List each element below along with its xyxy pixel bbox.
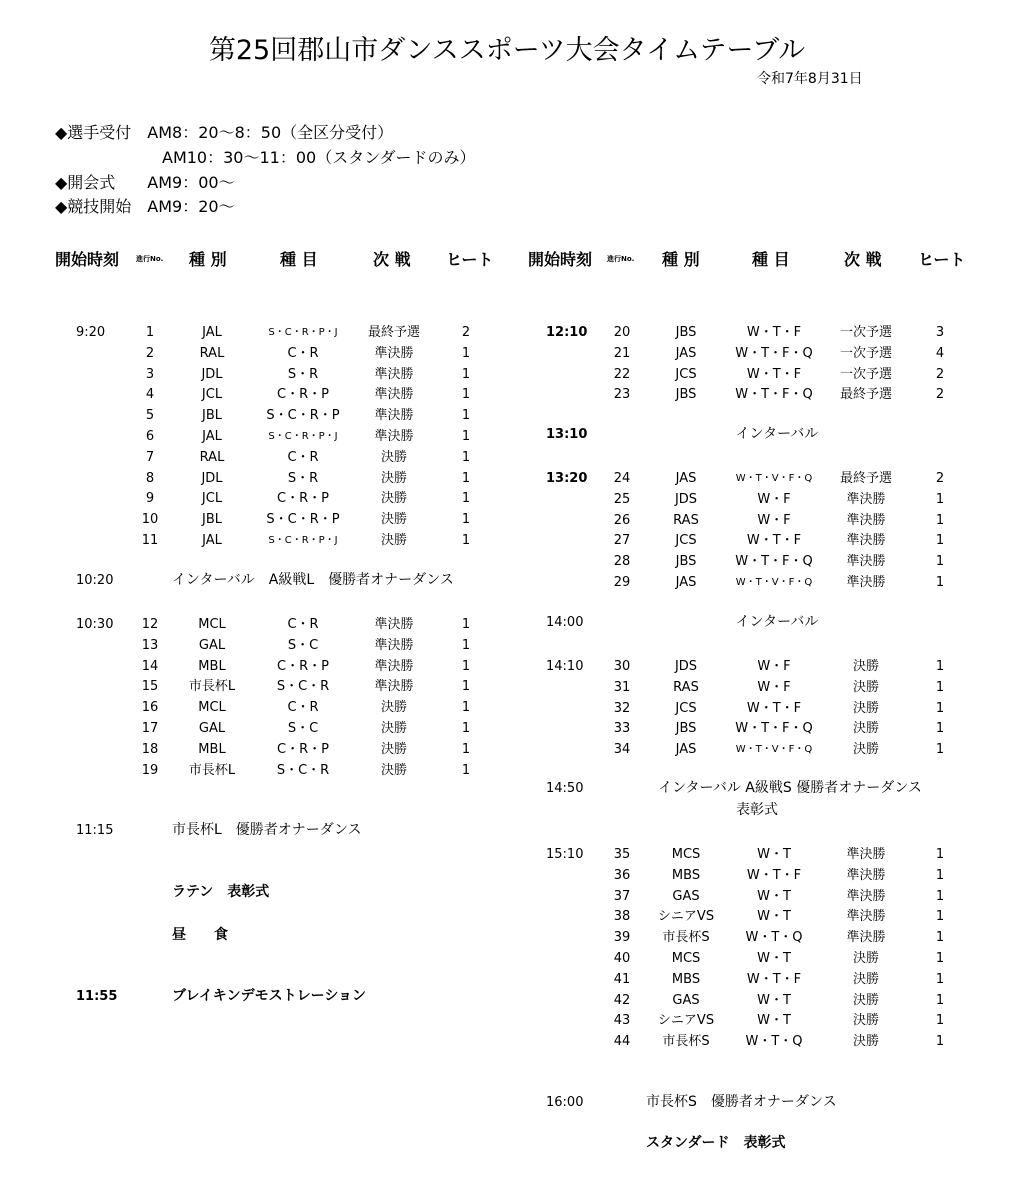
schedule-row [0, 699, 1014, 720]
category-cell: JDS [674, 491, 698, 507]
number-cell: 10 [141, 512, 159, 528]
heat-cell: 1 [935, 1013, 945, 1029]
event-item-cell: W・T [757, 888, 791, 904]
round-cell: 最終予選 [367, 325, 421, 340]
interval-1020-time: 10:20 [76, 573, 114, 588]
round-cell: 最終予選 [839, 387, 893, 403]
schedule-row [0, 740, 1014, 761]
schedule-row [0, 928, 1014, 949]
category-cell: JCS [675, 533, 697, 549]
heat-cell: 1 [935, 533, 945, 549]
event-item-cell: C・R [287, 700, 319, 716]
category-cell: JDL [201, 366, 223, 382]
heat-cell: 1 [935, 1034, 945, 1050]
category-cell: JBL [202, 408, 222, 424]
heat-cell: 1 [935, 512, 945, 528]
event-item-cell: S・C・R・P・J [268, 431, 338, 442]
event-item-cell: C・R・P [277, 387, 329, 403]
round-cell: 準決勝 [846, 533, 886, 549]
event-item-cell: S・C・R・P [266, 408, 340, 424]
heat-cell: 4 [935, 345, 945, 361]
heat-cell: 1 [461, 345, 471, 361]
heat-cell: 2 [935, 387, 945, 403]
heat-cell: 2 [935, 366, 945, 382]
schedule-row [0, 988, 1014, 1012]
breaking-text: ブレイキンデモストレーション [172, 988, 367, 1004]
category-cell: MBL [198, 658, 226, 674]
round-cell: 決勝 [380, 449, 408, 465]
category-cell: GAS [672, 888, 700, 904]
schedule-row [0, 845, 1014, 866]
time-cell: 13:20 [546, 471, 588, 486]
event-item-cell: W・T [757, 847, 791, 862]
breaking-time: 11:55 [76, 989, 118, 1004]
round-cell: 準決勝 [846, 512, 886, 528]
honor-1115-text: 市長杯L 優勝者オナーダンス [172, 822, 362, 838]
round-cell: 決勝 [852, 951, 880, 966]
number-cell: 33 [613, 721, 631, 737]
event-item-cell: W・T・V・F・Q [735, 744, 813, 756]
category-cell: 市長杯L [188, 762, 236, 778]
heat-cell: 1 [935, 847, 945, 862]
honor-1600-text: 市長杯S 優勝者オナーダンス [646, 1094, 837, 1110]
category-cell: 市長杯S [662, 1034, 710, 1050]
schedule-row [0, 949, 1014, 970]
category-cell: GAL [198, 637, 226, 653]
heat-cell: 1 [935, 992, 945, 1008]
heat-cell: 1 [461, 512, 471, 528]
number-cell: 26 [613, 512, 631, 528]
event-item-cell: C・R [287, 345, 319, 361]
event-item-cell: W・T [757, 951, 791, 966]
heat-cell: 1 [935, 659, 945, 674]
category-cell: JAS [675, 345, 697, 361]
heat-cell: 1 [461, 470, 471, 486]
heat-cell: 1 [935, 554, 945, 570]
heat-cell: 1 [461, 741, 471, 757]
event-item-cell: C・R・P [277, 741, 329, 757]
time-cell: 9:20 [76, 325, 106, 340]
round-cell: 決勝 [380, 762, 408, 778]
round-cell: 決勝 [380, 470, 408, 486]
category-cell: JBS [675, 554, 697, 570]
category-cell: JCS [675, 366, 697, 382]
round-cell: 決勝 [380, 721, 408, 736]
heat-cell: 1 [935, 867, 945, 883]
number-cell: 7 [145, 449, 155, 465]
schedule-row [0, 884, 1014, 908]
heat-cell: 1 [935, 971, 945, 987]
category-cell: JAL [202, 429, 222, 444]
event-item-cell: W・T [757, 1013, 791, 1029]
number-cell: 22 [613, 366, 631, 382]
event-item-cell: S・C・R [276, 679, 330, 695]
number-cell: 32 [613, 700, 631, 716]
round-cell: 決勝 [852, 1013, 880, 1029]
header-no-left: 進行No. [136, 255, 164, 263]
heat-cell: 1 [461, 617, 471, 632]
number-cell: 11 [141, 533, 159, 548]
schedule-row [0, 427, 1014, 448]
round-cell: 準決勝 [846, 930, 886, 946]
number-cell: 43 [613, 1013, 631, 1029]
header-category-left: 種 別 [189, 250, 227, 269]
event-item-cell: W・T・V・F・Q [735, 473, 813, 484]
schedule-row [0, 531, 1014, 552]
round-cell: 決勝 [852, 742, 880, 758]
header-category-right: 種 別 [662, 250, 700, 269]
header-round-right: 次 戦 [844, 250, 882, 269]
header-item-right: 種 目 [752, 250, 790, 269]
category-cell: JBL [202, 512, 222, 528]
category-cell: MBS [671, 867, 701, 883]
schedule-row [0, 678, 1014, 699]
honor-1115-time: 11:15 [76, 823, 114, 838]
category-cell: シニアⅤS [657, 909, 715, 925]
number-cell: 24 [613, 471, 631, 486]
page-title: 第25回郡山市ダンススポーツ大会タイムテーブル [208, 35, 806, 66]
round-cell: 準決勝 [374, 679, 414, 695]
heat-cell: 1 [461, 637, 471, 653]
interval-1450-time: 14:50 [546, 781, 584, 796]
category-cell: JBS [675, 325, 697, 340]
schedule-row [0, 448, 1014, 469]
heat-cell: 1 [935, 700, 945, 716]
event-item-cell: W・T・V・F・Q [735, 577, 813, 588]
number-cell: 23 [613, 387, 631, 403]
number-cell: 25 [613, 491, 631, 507]
interval-1450-award: 表彰式 [736, 802, 778, 818]
round-cell: 決勝 [852, 700, 880, 716]
schedule-row [0, 970, 1014, 991]
category-cell: JAS [675, 575, 697, 590]
event-item-cell: W・T・F・Q [735, 387, 813, 403]
number-cell: 4 [145, 387, 155, 403]
time-cell: 14:10 [546, 659, 584, 674]
interval-1400-text: インターバル [735, 614, 819, 630]
round-cell: 準決勝 [846, 888, 886, 904]
number-cell: 31 [613, 679, 631, 695]
number-cell: 17 [141, 721, 159, 736]
category-cell: JCL [201, 387, 223, 403]
category-cell: GAS [672, 992, 700, 1008]
schedule-row [0, 511, 1014, 532]
round-cell: 準決勝 [374, 408, 414, 424]
interval-1310-time: 13:10 [546, 427, 588, 442]
heat-cell: 2 [461, 325, 471, 340]
number-cell: 39 [613, 930, 631, 946]
round-cell: 決勝 [852, 659, 880, 674]
info-reception-1: ◆選手受付 AM8：20～8：50（全区分受付） [55, 123, 394, 142]
event-item-cell: W・F [757, 512, 791, 528]
number-cell: 29 [613, 575, 631, 590]
round-cell: 準決勝 [846, 491, 886, 507]
category-cell: MCL [198, 700, 226, 716]
event-item-cell: W・T・F [746, 867, 802, 883]
heat-cell: 1 [935, 888, 945, 904]
latin-award: ラテン 表彰式 [172, 884, 270, 900]
heat-cell: 1 [935, 742, 945, 758]
round-cell: 決勝 [380, 700, 408, 716]
event-item-cell: S・C・R・P・J [268, 327, 338, 338]
number-cell: 13 [141, 637, 159, 653]
number-cell: 18 [141, 741, 159, 757]
number-cell: 40 [613, 951, 631, 966]
event-date: 令和7年8月31日 [757, 71, 863, 87]
schedule-row [0, 365, 1014, 386]
round-cell: 最終予選 [839, 471, 893, 486]
event-item-cell: W・F [757, 679, 791, 695]
interval-1310-text: インターバル [735, 426, 819, 442]
number-cell: 37 [613, 888, 631, 904]
number-cell: 15 [141, 679, 159, 695]
heat-cell: 2 [935, 471, 945, 486]
category-cell: MCS [671, 951, 701, 966]
category-cell: MBL [198, 741, 226, 757]
round-cell: 準決勝 [374, 617, 414, 632]
schedule-row [0, 344, 1014, 365]
info-reception-2: AM10：30～11：00（スタンダードのみ） [162, 148, 476, 167]
schedule-row [0, 385, 1014, 406]
standard-award: スタンダード 表彰式 [646, 1135, 786, 1151]
heat-cell: 1 [461, 387, 471, 403]
schedule-row [0, 719, 1014, 740]
heat-cell: 1 [461, 700, 471, 716]
number-cell: 44 [613, 1034, 631, 1050]
round-cell: 準決勝 [846, 847, 886, 862]
category-cell: JDL [201, 470, 223, 486]
round-cell: 準決勝 [846, 575, 886, 590]
round-cell: 決勝 [852, 679, 880, 695]
schedule-row [0, 636, 1014, 657]
event-item-cell: W・F [757, 491, 791, 507]
event-item-cell: W・T・Q [745, 1034, 803, 1050]
number-cell: 35 [613, 847, 631, 862]
category-cell: JAS [675, 742, 697, 758]
number-cell: 20 [613, 325, 631, 340]
event-item-cell: C・R・P [277, 491, 329, 507]
heat-cell: 1 [461, 762, 471, 778]
number-cell: 6 [145, 429, 155, 444]
number-cell: 41 [613, 971, 631, 987]
schedule-row [0, 406, 1014, 427]
round-cell: 準決勝 [846, 554, 886, 570]
number-cell: 9 [145, 491, 155, 507]
event-item-cell: W・T・F [746, 971, 802, 987]
category-cell: RAL [199, 345, 225, 361]
category-cell: 市長杯S [662, 930, 710, 946]
round-cell: 一次予選 [839, 366, 893, 382]
number-cell: 34 [613, 742, 631, 758]
schedule-row [0, 1011, 1014, 1032]
heat-cell: 1 [935, 930, 945, 946]
round-cell: 決勝 [852, 1034, 880, 1050]
round-cell: 決勝 [852, 721, 880, 737]
heat-cell: 1 [461, 658, 471, 674]
round-cell: 準決勝 [846, 867, 886, 883]
number-cell: 1 [145, 325, 155, 340]
category-cell: JCL [201, 491, 223, 507]
category-cell: RAS [673, 679, 699, 695]
interval-1450-text: インターバル A級戦S 優勝者オナーダンス [658, 780, 922, 796]
heat-cell: 1 [461, 449, 471, 465]
info-opening: ◆開会式 AM9：00～ [55, 173, 235, 192]
round-cell: 一次予選 [839, 345, 893, 361]
event-item-cell: C・R・P [277, 658, 329, 674]
event-item-cell: W・T・F・Q [735, 345, 813, 361]
round-cell: 準決勝 [374, 658, 414, 674]
event-item-cell: W・T [757, 909, 791, 925]
event-item-cell: S・C・R [276, 762, 330, 778]
event-item-cell: C・R [287, 449, 319, 465]
round-cell: 準決勝 [374, 387, 414, 403]
schedule-row [0, 323, 1014, 344]
heat-cell: 1 [461, 533, 471, 548]
header-round-left: 次 戦 [373, 250, 411, 269]
category-cell: JAL [202, 325, 222, 340]
number-cell: 38 [613, 909, 631, 925]
number-cell: 5 [145, 408, 155, 424]
schedule-row [0, 469, 1014, 490]
event-item-cell: S・R [287, 470, 319, 486]
interval-1020-text: インターバル A級戦L 優勝者オナーダンス [172, 572, 454, 588]
number-cell: 42 [613, 992, 631, 1008]
lunch: 昼 食 [172, 927, 228, 943]
heat-cell: 1 [461, 429, 471, 444]
round-cell: 準決勝 [374, 429, 414, 444]
number-cell: 30 [613, 659, 631, 674]
event-item-cell: W・T・Q [745, 930, 803, 946]
time-cell: 15:10 [546, 847, 584, 862]
category-cell: JBS [675, 721, 697, 737]
category-cell: MBS [671, 971, 701, 987]
schedule-row [0, 866, 1014, 887]
category-cell: JAS [675, 471, 697, 486]
event-item-cell: C・R [287, 617, 319, 632]
event-item-cell: S・C・R・P・J [268, 535, 338, 546]
number-cell: 19 [141, 762, 159, 778]
round-cell: 決勝 [852, 992, 880, 1008]
round-cell: 決勝 [380, 491, 408, 507]
event-item-cell: W・T・F [746, 533, 802, 549]
event-item-cell: S・C [287, 721, 319, 736]
number-cell: 16 [141, 700, 159, 716]
schedule-row [0, 552, 1014, 573]
event-item-cell: S・C [287, 637, 319, 653]
category-cell: RAS [673, 512, 699, 528]
heat-cell: 3 [935, 325, 945, 340]
round-cell: 一次予選 [839, 325, 893, 340]
number-cell: 2 [145, 345, 155, 361]
schedule-row [0, 761, 1014, 782]
heat-cell: 1 [935, 951, 945, 966]
round-cell: 準決勝 [374, 637, 414, 653]
round-cell: 決勝 [380, 512, 408, 528]
heat-cell: 1 [935, 909, 945, 925]
event-item-cell: W・T・F [746, 700, 802, 716]
header-start-time-left: 開始時刻 [55, 250, 120, 269]
event-item-cell: W・T・F・Q [735, 554, 813, 570]
event-item-cell: W・T [757, 992, 791, 1008]
schedule-row [0, 907, 1014, 928]
event-item-cell: W・T・F・Q [735, 721, 813, 737]
number-cell: 21 [613, 345, 631, 361]
heat-cell: 1 [461, 721, 471, 736]
number-cell: 28 [613, 554, 631, 570]
category-cell: RAL [199, 449, 225, 465]
header-heat-right: ヒート [918, 250, 966, 269]
schedule-row [0, 490, 1014, 511]
round-cell: 決勝 [380, 533, 408, 548]
number-cell: 8 [145, 470, 155, 486]
schedule-row [0, 657, 1014, 678]
header-start-time-right: 開始時刻 [528, 250, 593, 269]
round-cell: 準決勝 [374, 366, 414, 382]
number-cell: 12 [141, 617, 159, 632]
round-cell: 決勝 [852, 971, 880, 987]
schedule-row [0, 1032, 1014, 1053]
category-cell: JBS [675, 387, 697, 403]
round-cell: 決勝 [380, 741, 408, 757]
category-cell: MCS [671, 847, 701, 862]
schedule-row [0, 615, 1014, 636]
number-cell: 27 [613, 533, 631, 549]
category-cell: JDS [674, 659, 698, 674]
category-cell: GAL [198, 721, 226, 736]
category-cell: 市長杯L [188, 679, 236, 695]
heat-cell: 1 [461, 366, 471, 382]
schedule-row [0, 573, 1014, 594]
heat-cell: 1 [935, 679, 945, 695]
event-item-cell: S・R [287, 366, 319, 382]
heat-cell: 1 [935, 575, 945, 590]
event-item-cell: S・C・R・P [266, 512, 340, 528]
header-no-right: 進行No. [607, 255, 635, 263]
category-cell: JCS [675, 700, 697, 716]
event-item-cell: W・F [757, 659, 791, 674]
time-cell: 12:10 [546, 325, 588, 340]
number-cell: 3 [145, 366, 155, 382]
event-item-cell: W・T・F [746, 325, 802, 340]
category-cell: JAL [202, 533, 222, 548]
header-item-left: 種 目 [280, 250, 318, 269]
round-cell: 準決勝 [846, 909, 886, 925]
category-cell: MCL [198, 617, 226, 632]
heat-cell: 1 [461, 491, 471, 507]
event-item-cell: W・T・F [746, 366, 802, 382]
heat-cell: 1 [935, 721, 945, 737]
heat-cell: 1 [461, 679, 471, 695]
round-cell: 準決勝 [374, 345, 414, 361]
header-heat-left: ヒート [446, 250, 494, 269]
heat-cell: 1 [935, 491, 945, 507]
honor-1600-time: 16:00 [546, 1095, 584, 1110]
number-cell: 14 [141, 658, 159, 674]
time-cell: 10:30 [76, 617, 114, 632]
interval-1400-time: 14:00 [546, 615, 584, 630]
category-cell: シニアⅤS [657, 1013, 715, 1029]
number-cell: 36 [613, 867, 631, 883]
heat-cell: 1 [461, 408, 471, 424]
info-start: ◆競技開始 AM9：20～ [55, 197, 235, 216]
